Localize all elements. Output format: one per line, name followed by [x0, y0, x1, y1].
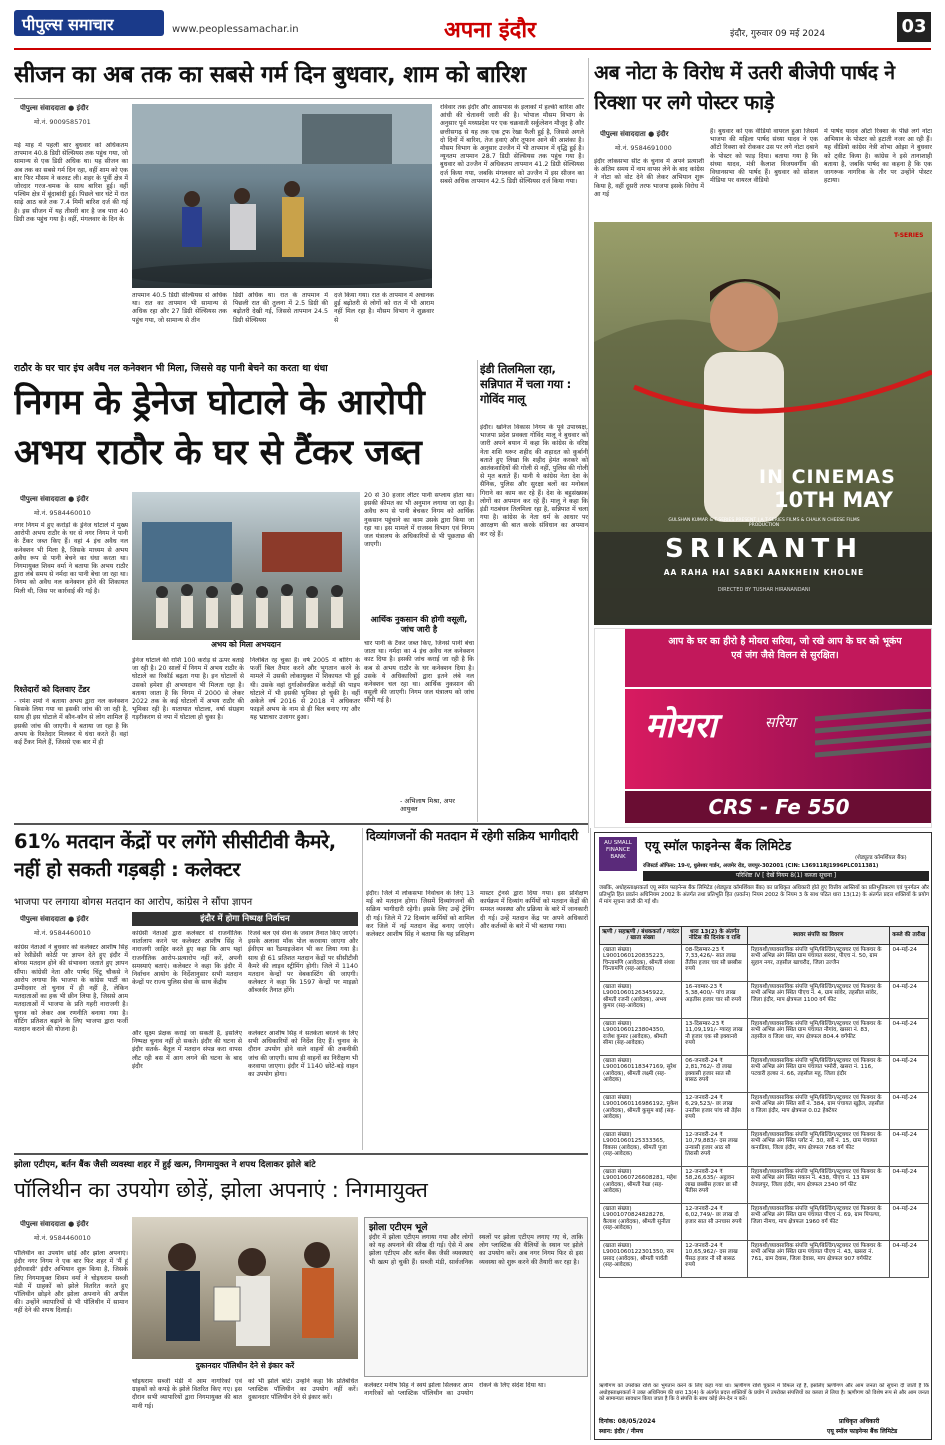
film-ad-art	[594, 222, 932, 625]
film-tagline: AA RAHA HAI SABKI AANKHEIN KHOLNE	[663, 568, 865, 577]
polythene-byline: पीपुल्स संवाददाता ● इंदौर	[20, 1220, 89, 1228]
malu-body: इंदौर। खनिज विकास निगम के पूर्व उपाध्यक्ष, भाजपा प्रदेश प्रवक्ता गोविंद मालू ने बुधवार को जारी अपने बयान में कहा कि कांग्रेस के वरिष्ठ नेता शशि थरूर शहीद की शहादत को कुर्बानी बताते हुए लिखा कि शहीद हेमंत करकरे को आतंकवादियों की गोली से नहीं, पुलिस की गोली से मृत बताते हैं। यानी ये कांग्रेस नेता देश के सैनिक, पुलिस और सुरक्षा बलों का मनोबल गिराने का काम कर रहे हैं। देश के बहुसंख्यक लोगों का अपमान कर रहे हैं। मालू ने कहा कि इंडी गठबंधन तिलमिला रहा है, सन्निपात में चला गया है। कांग्रेस के नेता धर्म के आधार पर आरक्षण की बात करके संविधान का अपमान कर रहे हैं।	[480, 424, 588, 538]
rebar-icon	[815, 709, 932, 769]
table-row: (खाता संख्या) L9001060118347169, सुरेश (आवेदक), श्रीमती लक्ष्मी (सह-आवेदक) 06-जनवरी-24 ₹ 2,81,762/- दो लाख इक्यासी हजार सात सौ बासठ रुपये रिहायशी/व्यावसायिक संपत्ति भूमि/बिल्डिंग/स्ट्रक्चर एवं फिक्चर के सभी अभिन्न अंग स्थित ग्राम पंचायत भमोरी, खसरा नं. 116, पटवारी हल्का नं. 66, तहसील महू, जिला इंदौर 04-मई-24	[600, 1055, 929, 1092]
notice-table	[599, 926, 929, 1278]
polythene-kicker: झोला एटीएम, बर्तन बैंक जैसी व्यवस्था शहर में हुई खत्म, निगमायुक्त ने शपथ दिलाकर झोले बांटे	[14, 1160, 316, 1170]
bank-name: एयू स्मॉल फाइनेन्स बैंक लिमिटेड	[645, 838, 792, 853]
table-row: (खाता संख्या) L9001060120835223, चिन्तामणि (आवेदक), श्रीमती संध्या चिन्तामणि (सह-आवेदक) 08-दिसम्बर-23 ₹ 7,33,426/- सात लाख तैंतीस हजार चार सौ छब्बीस रुपये रिहायशी/व्यावसायिक संपत्ति भूमि/बिल्डिंग/स्ट्रक्चर एवं फिक्चर के सभी अभिन्न अंग स्थित ग्राम पंचायत सरवर, पीएच नं. 50, ग्राम सुहाग नगर, तहसील खाचरौद, जिला उज्जैन 04-मई-24	[600, 944, 929, 981]
table-row: (खाता संख्या) L9001060123804350, राजेश कुमार (आवेदक), श्रीमती सीमा (सह-आवेदक) 13-दिसम्बर-23 ₹ 11,09,191/- ग्यारह लाख नौ हजार एक सौ इक्यानवे रुपये रिहायशी/व्यावसायिक संपत्ति भूमि/बिल्डिंग/स्ट्रक्चर एवं फिक्चर के सभी अभिन्न अंग स्थित ग्राम पंचायत नौगांव, खसरा नं. 83, तहसील व जिला धार, माप क्षेत्रफल 804.4 वर्गफीट 04-मई-24	[600, 1018, 929, 1055]
malu-headline: इंडी तिलमिला रहा, सन्निपात में चला गया : गोविंद मालू	[480, 362, 571, 406]
weather-col1: मई माह में पहली बार बुधवार को अधिकतम तापमान 40.8 डिग्री सेल्सियस तक पहुंच गया, जो सामान्य से एक डिग्री अधिक था। यह सीजन का अब तक का सबसे गर्म दिन रहा, वहीं शाम को एक बार फिर मौसम ने करवट ली। शहर के पूर्वी क्षेत्र में जोरदार गरज-चमक के साथ बारिश हुई। वहीं पश्चिम क्षेत्र में बूंदाबांदी हुई। पिछले चार घंटे में रात साढ़े आठ बजे तक 7.4 मिमी बारिश दर्ज की गई है। इस सीजन में यह तीसरी बार है जब पारा 40 डिग्री तक पहुंच गया है। वहीं, मंगलवार के दिन के	[14, 142, 128, 223]
film-title: SRIKANTH	[665, 534, 863, 564]
drainage-signoff: - अभिलाष मिश्रा, अपर आयुक्त	[400, 797, 455, 813]
moira-ad[interactable]	[594, 628, 932, 828]
film-director: DIRECTED BY TUSHAR HIRANANDANI	[717, 587, 811, 593]
masthead	[0, 0, 945, 52]
bank-notice	[594, 832, 932, 1440]
weather-headline: सीजन का अब तक का सबसे गर्म दिन बुधवार, शाम को बारिश	[14, 62, 526, 88]
divyang-body: इंदौर। जिले में लोकसभा निर्वाचन के लिए 13 मई को मतदान होगा। जिसमें दिव्यांगजनों की सक्रिय भागीदारी रहेगी। इसके लिए उन्हें ट्रेनिंग दी गई। जिले में 72 दिव्यांग कर्मियों को शामिल कर जिले में नई मतदान केंद्र बनाए जाएंगे। कलेक्टर आशीष सिंह ने बताया कि यह प्रशिक्षण मास्टर ट्रेनर्स द्वारा दिया गया। इस प्रशिक्षण कार्यक्रम में दिव्यांग कर्मियों को मतदान केंद्रों की समस्त व्यवस्था और प्रक्रिया के बारे में जानकारी दी गई। उन्हें मतदान केंद्र पर अपने अधिकारों और कर्तव्यों के बारे में भी बताया गया।	[366, 890, 588, 939]
notice-signatory-2: एयू स्मॉल फाइनेन्स बैंक लिमिटेड	[827, 1428, 898, 1435]
film-date: 10TH MAY	[774, 488, 893, 512]
jhola-atm-box: झोला एटीएम भूले इंदौर में झोला एटीएम लगाया गया और लोगों को यह अपनाने की सीख दी गई। ऐसे में अब झोला एटीएम और बर्तन बैंक जैसी व्यवस्थाएं भी खत्म हो चुकी हैं। सब्जी मंडी, सार्वजनिक स्थलों पर झोला एटीएम लगाए गए थे, ताकि लोग प्लास्टिक की थैलियों के स्थान पर झोले का उपयोग करें। अब नगर निगम फिर से इस व्यवस्था को शुरू करने की तैयारी कर रहा है।	[364, 1217, 588, 1377]
drainage-byline: पीपुल्स संवाददाता ● इंदौर	[20, 495, 89, 503]
cctv-col2b: और सूक्ष्म प्रेक्षक कराई जा सकती है, इसलिए निष्पक्ष चुनाव नहीं हो सकते। इंदौर की घटना से इंदौर सतर्क- बैतूल में मतदान संपन्न करा वापस लौट रही बस में आग लगने की घटना के बाद इंदौर	[132, 1030, 242, 1070]
film-credits: GULSHAN KUMAR & T-SERIES PRESENT | A T-SERIES FILMS & CHALK N CHEESE FILMS PRODUCTION	[668, 518, 860, 528]
weather-col4: रविवार तक इंदौर और आसपास के इलाकों में हल्की बारिश और आंधी की चेतावनी जारी की है। भोपाल मौसम विभाग के अनुसार पूर्व मध्यप्रदेश पर एक चक्रवाती सर्कुलेशन मौजूद है और छत्तीसगढ़ से यह तक एक ट्रफ रेखा फैली हुई है, जिससे अगले दो दिनों में बारिश, तेज हवाएं और तूफान आने की आशंका है। मौसम विभाग के अनुसार उज्जैन में भी तापमान में वृद्धि हुई है। न्यूनतम तापमान 28.7 डिग्री सेल्सियस तक पहुंच गया है। बुधवार को उज्जैन में अधिकतम तापमान 41.2 डिग्री सेल्सियस दर्ज किया गया, जबकि मंगलवार को उज्जैन में इस सीजन का सबसे अधिक तापमान 42.5 डिग्री सेल्सियस दर्ज किया गया।	[440, 104, 584, 185]
moira-brand-panel: मोयरा सरिया	[625, 689, 932, 789]
bank-appendix: परिशिष्ट IV [ देखें नियम 8(1) कब्जा सूचना ]	[643, 871, 929, 881]
drainage-subhead-1: रिश्तेदारों को दिलवाए टेंडर	[14, 685, 90, 694]
drainage-under-1: ड्रेनेज घोटाले की राशि 100 करोड़ से ऊपर बताई जा रही है। 20 सालों में निगम में अभय राठौर के घोटाले का रिकॉर्ड बढ़ता गया है। इन घोटालों से उसको हमेशा ही अभयदान भी मिलता रहा है। बताया जाता है कि निगम में 2000 से लेकर 2022 तक के कई घोटालों में अभय राठौर की भूमिका रही है। यातायात घोटाला, वर्षा संग्रहण गड़रीकरण से नपा में घोटाला हो चुका है।	[132, 657, 244, 722]
nota-mobile: मो.नं. 9584691000	[615, 144, 672, 152]
jhola-distribution-image	[132, 1217, 358, 1359]
rain-scene-image	[132, 104, 432, 288]
film-top-credit: T-SERIES	[894, 232, 924, 239]
weather-mobile: मो.नं. 9009585701	[34, 118, 91, 126]
table-row: (खाता संख्या) L9001060726608281, महेश (आवेदक), श्रीमती रेखा (सह-आवेदक) 12-जनवरी-24 ₹ 58,26,635/- अट्ठावन लाख छब्बीस हजार छः सौ पैंतीस रुपये रिहायशी/व्यावसायिक संपत्ति भूमि/बिल्डिंग/स्ट्रक्चर एवं फिक्चर के सभी अभिन्न अंग स्थित मकान नं. 438, पीएच नं. 13 ग्राम देपालपुर, जिला इंदौर, माप क्षेत्रफल 2340 वर्ग फीट 04-मई-24	[600, 1166, 929, 1203]
polythene-under-2: को भी झोले बांटे। उन्होंने कहा कि प्रतिबंधित प्लास्टिक पॉलिथीन का उपयोग नहीं करें। दुकानदार पॉलिथीन देने से इंकार करें।	[248, 1378, 358, 1402]
bank-sub: (शेड्यूल्ड कॉमर्शियल बैंक)	[855, 855, 907, 861]
divyang-headline: दिव्यांगजनों की मतदान में रहेगी सक्रिय भागीदारी	[366, 828, 578, 843]
drainage-col3: 20 से 30 हजार लीटर पानी सप्लाय होता था। इसकी कीमत का भी अनुमान लगाया जा रहा है। अवैध रूप से पानी बेचकर निगम को आर्थिक नुकसान पहुंचाने का काम उसके द्वारा किया जा रहा था। इस मामले में राजस्व विभाग एवं निगम जल यंत्रालय के अधिकारियों से भी पूछताछ की जाएगी।	[364, 492, 474, 549]
drainage-under-2: निलंबित रह चुका है। वर्ष 2005 में बोरिंग के फर्जी बिल तैयार करने और भुगतान करने के मामले में उसकी लोकायुक्त में शिकायत भी हुई थी। उसके वहां दुर्गाओवरब्रिज करोड़ों की पाइप घोटाले में भी इसकी भूमिका हो चुकी है। वहीं अकेले वर्ष 2016 से 2018 में अधिकतर फाइलें अभय के नाम से ही बिल बनाए गए और यह भ्रष्टाचार उजागर हुआ।	[250, 657, 360, 722]
weather-photo	[132, 104, 432, 288]
nota-byline: पीपुल्स संवाददाता ● इंदौर	[600, 130, 669, 138]
drainage-col1: नगर निगम में हुए करोड़ों के ड्रेनेज घोटाले में मुख्य आरोपी अभय राठौर के घर से नगर निगम ने पानी के टैंकर जब्त किए हैं। वहां 4 इंच अवैध नल कनेक्शन भी मिला है, जिसके माध्यम से अभय अवैध रूप से पानी बेचने का धंधा करता था। निगमायुक्त शिवम वर्मा ने बताया कि अभय राठौर द्वारा लंबे समय से नर्मदा का पानी बेचा जा रहा था। निगम को अवैध नल कनेक्शन होने की शिकायत मिली थी, जिस पर कार्रवाई की गई है।	[14, 522, 128, 595]
moira-grade: CRS - Fe 550	[625, 791, 932, 823]
film-ad[interactable]	[594, 222, 932, 625]
notice-col-possession: कब्जे की तारीख	[889, 927, 928, 945]
dateline: इंदौर, गुरुवार 09 मई 2024	[730, 29, 826, 39]
notice-date: दिनांक: 08/05/2024	[599, 1418, 656, 1425]
table-row: (खाता संख्या) L9001060116986192, मुकेश (आवेदक), श्रीमती कुसुम बाई (सह-आवेदक) 12-जनवरी-24 ₹ 6,29,523/- छः लाख उनतीस हजार पांच सौ तेईस रुपये रिहायशी/व्यावसायिक संपत्ति भूमि/बिल्डिंग/स्ट्रक्चर एवं फिक्चर के सभी अभिन्न अंग स्थित सर्वे नं. 384, ग्राम पंचायत खुड़ैल, तहसील व जिला इंदौर, माप क्षेत्रफल 0.02 हेक्टेयर 04-मई-24	[600, 1092, 929, 1129]
nota-col3: में पार्षद यादव ऑटो रिक्शा के पीछे लगे नोटा अभियान के पोस्टर को हटाती नजर आ रही हैं। यह वीडियो कांग्रेस नेत्री शोभा ओझा ने बुधवार को ट्वीट किया है। कांग्रेस ने इसे तानाशाही बताया है, जबकि पार्षद का कहना है कि एक जागरूक नागरिक के तौर पर उन्होंने पोस्टर हटाया।	[824, 128, 932, 185]
notice-intro: जबकि, अधोहस्ताक्षरकर्ता एयू स्मॉल फाइनेन्स बैंक लिमिटेड (शेड्यूल्ड कॉमर्शियल बैंक) का प्राधिकृत अधिकारी होते हुए वित्तीय आस्तियों का प्रतिभूतिकरण एवं पुनर्गठन और प्रतिभूति हित प्रवर्तन अधिनियम 2002 के अंतर्गत तथा प्रतिभूति हित (प्रवर्तन) नियम 2002 के नियम 3 के साथ पठित धारा 13(12) के अंतर्गत प्रदत्त शक्तियों के प्रयोग में मांग सूचना जारी की गई थी।	[599, 885, 929, 905]
notice-col-borrower: ऋणी / सहऋणी / बंधककर्ता / गारंटर / खाता संख्या	[600, 927, 682, 945]
nota-col1: इंदौर लोकसभा सीट के चुनाव में अपने प्रत्याशी के अंतिम समय में नाम वापस लेने के बाद कांग्रेस ने नोटा को वोट देने की लेकर अभियान शुरू किया है, वहीं दूसरी तरफ भाजपा इसके विरोध में आ गई	[594, 158, 704, 198]
masthead-logo: पीपुल्स समाचार	[14, 10, 164, 36]
notice-signatory: प्राधिकृत अधिकारी	[839, 1418, 880, 1425]
tanker-scene-image	[132, 492, 360, 640]
cctv-subhead: भाजपा पर लगाया बोगस मतदान का आरोप, कांग्रेस ने सौंपा ज्ञापन	[14, 897, 253, 908]
polythene-caption: दुकानदार पॉलिथीन देने से इंकार करें	[132, 1361, 358, 1374]
nota-col2: है। बुधवार को एक वीडियो वायरल हुआ जिसमें भाजपा की महिला पार्षद संध्या यादव ने एक ऑटो रिक्शा को रोककर उस पर लगे नोटा दबाने के पोस्टर को फाड़ दिया। बताया गया है कि संध्या यादव, मंत्री कैलाश विजयवर्गीय की विधानसभा की पार्षद हैं। बुधवार को सोशल मीडिया पर वायरल वीडियो	[710, 128, 818, 185]
cctv-box-title: इंदौर में होगा निष्पक्ष निर्वाचन	[132, 912, 358, 926]
cctv-col3: रिजर्व बल एवं सेना के जवान तैनात किए जाएंगे। इसके अलावा मॉक पोल करवाया जाएगा और ईवीएम का रैंडमाइजेशन भी कर लिया गया है। साथ ही 61 प्रतिशत मतदान केंद्रों पर सीसीटीवी कैमरे की लाइव स्ट्रीमिंग होगी। जिले में 1140 मतदान केन्द्रों पर वेबकास्टिंग की जाएगी। कलेक्टर ने कहा कि 1597 केन्द्रों पर माइक्रो ऑब्जर्वर तैनात होंगे।	[248, 930, 358, 995]
table-row: (खाता संख्या) L9001060126345922, श्रीमती रजनी (आवेदक), अभय कुमार (सह-आवेदक) 16-नवम्बर-23 ₹ 5,38,400/- पांच लाख अड़तीस हजार चार सौ रुपये रिहायशी/व्यावसायिक संपत्ति भूमि/बिल्डिंग/स्ट्रक्चर एवं फिक्चर के सभी अभिन्न अंग स्थित पीएच नं. 4, ग्राम सांवेर, तहसील सांवेर, जिला इंदौर, माप क्षेत्रफल 1100 वर्ग फीट 04-मई-24	[600, 981, 929, 1018]
page-number: 03	[897, 12, 931, 42]
nota-headline: अब नोटा के विरोध में उतरी बीजेपी पार्षद ने रिक्शा पर लगे पोस्टर फाड़े	[594, 61, 895, 114]
polythene-mobile: मो.नं. 9584460010	[34, 1234, 91, 1242]
drainage-mobile: मो.नं. 9584460010	[34, 509, 91, 517]
drainage-headline: निगम के ड्रेनेज घोटाले के आरोपी अभय राठौर के घर से टैंकर जब्त	[14, 383, 425, 473]
drainage-col3b: चार पानी के टैंकर जब्त किए, जिनसे पानी बेचा जाता था। नर्मदा का 4 इंच अवैध नल कनेक्शन काट दिया है। इसकी जांच कराई जा रही है कि कब से अभय राठौर के घर कनेक्शन दिया है। उसके ये अधिकारियों द्वारा इतने लंबे नल कनेक्शन चल रहा था। आर्थिक नुकसान की वसूली की जाएगी। निगम जल यंत्रालय को जांच सौंपी गई है।	[364, 640, 474, 705]
bank-address: रजिस्टर्ड ऑफिस: 19-ए, धुलेश्वर गार्डन, अजमेर रोड, जयपुर-302001 (CIN: L36911RJ1996PLC011381)	[643, 863, 879, 869]
drainage-col1b: - रमेश शर्मा ने बताया अभय द्वारा नल कनेक्शन किसके लिया गया था इसकी जांच की जा रही है, साथ ही इस घोटाले में कौन-कौन से लोग शामिल हैं इसकी जांच की जाएगी। ये बताया जा रहा है कि अभय के रिश्तेदार मिलकर ये धंधा करते हैं। वहां कई टैंकर मिले हैं, जिससे एक बार में ही	[14, 698, 128, 747]
polythene-col1: पॉलिथीन का उपयोग छोड़ें और झोला अपनाएं। इंदौर नगर निगम ने एक बार फिर शहर में 'मैं हूं इंदौरवासी' इंदौर अभियान शुरू किया है, जिसके लिए निगमायुक्त शिवम वर्मा ने चोइथराम सब्जी मंडी में ग्राहकों को झोले वितरित करते हुए पॉलिथीन छोड़ने और झोला अपनाने की अपील की। उन्होंने व्यापारियों से भी पॉलिथीन में सामान नहीं देने की शपथ दिलाई।	[14, 1250, 128, 1315]
table-row: (खाता संख्या) L9001060122301350, राम प्रसाद (आवेदक), श्रीमती पार्वती (सह-आवेदक) 12-जनवरी-24 ₹ 10,65,962/- दस लाख पैंसठ हजार नौ सौ बासठ रुपये रिहायशी/व्यावसायिक संपत्ति भूमि/बिल्डिंग/स्ट्रक्चर एवं फिक्चर के सभी अभिन्न अंग स्थित ग्राम पंचायत पीएच नं. 43, खसरा नं. 761, ग्राम देवास, जिला देवास, माप क्षेत्रफल 907 वर्गफीट 04-मई-24	[600, 1240, 929, 1277]
section-title: अपना इंदौर	[443, 18, 537, 43]
notice-col-demand: धारा 13(2) के अंतर्गत नोटिस की दिनांक व राशि	[682, 927, 748, 945]
au-bank-logo: AU SMALL FINANCE BANK	[599, 837, 637, 871]
table-row: (खाता संख्या) L9001070824828278, कैलाश (आवेदक), श्रीमती सुनीता (सह-आवेदक) 12-जनवरी-24 ₹ 6,02,749/- छः लाख दो हजार सात सौ उनचास रुपये रिहायशी/व्यावसायिक संपत्ति भूमि/बिल्डिंग/स्ट्रक्चर एवं फिक्चर के सभी अभिन्न अंग स्थित ग्राम पंचायत पीएच नं. 69, ग्राम पिपल्या, जिला नीमच, माप क्षेत्रफल 1960 वर्ग फीट 04-मई-24	[600, 1203, 929, 1240]
cctv-col1: कांग्रेस नेताओं ने बुधवार को कलेक्टर आशीष सिंह को रेसीडेंसी कोठी पर ज्ञापन देते हुए इंदौर में बोगस मतदान होने की संभावना जताते हुए ज्ञापन सौंपा। कांग्रेसी नेता और पार्षद चिंटू चौकसे ने आरोप लगाया कि भाजपा के कांग्रेस पार्टी का उम्मीदवार तो चुनाव में ही नहीं है, लेकिन मतदाताओं का हक भी छीन लिया है, जिससे आम मतदाताओं में भाजपा के प्रति गहरी नाराजगी है। चुनाव को लेकर अब रणनीति बनाया गया है। वोटिंग प्रतिशत बढ़ाने के लिए भाजपा द्वारा फर्जी मतदान कराने की योजना है।	[14, 944, 128, 1034]
cctv-headline: 61% मतदान केंद्रों पर लगेंगे सीसीटीवी कैमरे, नहीं हो सकती गड़बड़ी : कलेक्टर	[14, 830, 336, 881]
cctv-mobile: मो.नं. 9584460010	[34, 929, 91, 937]
weather-byline: पीपुल्स संवाददाता ● इंदौर	[20, 104, 89, 112]
polythene-under-3: कलेक्टर मनीष सिंह ने स्वयं झोला सिलकर आम नागरिकों को प्लास्टिक पॉलिथीन का उपयोग रोकने के लिए संदेश दिया था।	[364, 1382, 546, 1398]
drainage-subhead-2: आर्थिक नुकसान की होगी वसूली, जांच जारी है	[370, 615, 468, 634]
weather-under-3: दर्ज किया गया। रात के तापमान में अचानक हुई बढ़ोतरी से लोगों को रात में भी आराम नहीं मिल रहा है। मौसम विभाग ने शुक्रवार से	[334, 292, 434, 324]
drainage-photo	[132, 492, 360, 640]
notice-place: स्थान: इंदौर / नीमच	[599, 1428, 644, 1435]
polythene-under-1: चोइथराम सब्जी मंडी में आम नागरिकों एवं ग्राहकों को कपड़े के झोले वितरित किए गए। इस दौरान सभी व्यापारियों द्वारा निगमायुक्त की बात मानी गई।	[132, 1378, 242, 1410]
cctv-byline: पीपुल्स संवाददाता ● इंदौर	[20, 915, 89, 923]
cctv-col2: कांग्रेसी नेताओं द्वारा कलेक्टर से राजनीतिक वार्तालाप करने पर कलेक्टर आशीष सिंह ने नाराजगी जाहिर करते हुए कहा कि आप यहां राजनीतिक आरोप-प्रत्यारोप नहीं करें, अपनी समस्याएं बताएं। कलेक्टर ने कहा कि इंदौर में निर्वाचन आयोग के निर्देशानुसार सभी मतदान केन्द्रों पर राज्य पुलिस सेवा के साथ केंद्रीय	[132, 930, 242, 987]
polythene-headline: पॉलिथीन का उपयोग छोड़ें, झोला अपनाएं : निगमायुक्त	[14, 1178, 428, 1202]
table-row: (खाता संख्या) L9001060125333365, विकास (आवेदक), श्रीमती पूजा (सह-आवेदक) 12-जनवरी-24 ₹ 10,79,883/- दस लाख उन्यासी हजार आठ सौ तिरासी रुपये रिहायशी/व्यावसायिक संपत्ति भूमि/बिल्डिंग/स्ट्रक्चर एवं फिक्चर के सभी अभिन्न अंग स्थित प्लॉट नं. 30, सर्वे नं. 15, ग्राम पंचायत कनाडिया, जिला इंदौर, माप क्षेत्रफल 768 वर्ग फीट 04-मई-24	[600, 1129, 929, 1166]
moira-banner: आप के घर का हीरो है मोयरा सरिया, जो रखे आप के घर को भूकंप एवं जंग जैसे विलन से सुरक्षित।	[625, 629, 932, 687]
drainage-caption: अभय को मिला अभयदान	[132, 640, 360, 653]
weather-under-1: तापमान 40.5 डिग्री सेल्सियस से अधिक था। रात का तापमान भी सामान्य से अधिक रहा और 27 डिग्री सेल्सियस तक पहुंच गया, जो सामान्य से तीन	[132, 292, 227, 324]
film-cinemas: IN CINEMAS	[759, 466, 896, 488]
notice-col-property: स्थावर संपत्ति का विवरण	[748, 927, 889, 945]
drainage-kicker: राठौर के घर चार इंच अवैध नल कनेक्शन भी मिला, जिससे वह पानी बेचने का करता था धंधा	[14, 361, 474, 377]
polythene-photo	[132, 1217, 358, 1359]
cctv-col3b: कलेक्टर आशीष सिंह ने सतर्कता बरतने के लिए सभी अधिकारियों को निर्देश दिए हैं। चुनाव के दौरान उपयोग होने वाले वाहनों की तकनीकी जांच की जाएगी। साथ ही वाहनों का निरीक्षण भी करवाया जाएगा। इंदौर में 1140 छोटे-बड़े वाहन का उपयोग होगा।	[248, 1030, 358, 1079]
weather-under-2: डिग्री अधिक था। रात के तापमान में पिछली रात की तुलना में 2.5 डिग्री की बढ़ोतरी देखी गई, जिससे तापमान 24.5 डिग्री सेल्सियस	[233, 292, 328, 324]
masthead-website[interactable]: www.peoplessamachar.in	[172, 24, 299, 35]
notice-footer: ऋणीगण को उपरोक्त राशि का भुगतान करने के लिए कहा गया था। ऋणीगण राशि चुकाने में विफल रहे हैं, इसलिए ऋणीगण और आम जनता को सूचना दी जाती है कि अधोहस्ताक्षरकर्ता ने उक्त अधिनियम की धारा 13(4) के अंतर्गत प्रदत्त शक्तियों के प्रयोग में उपरोक्त संपत्तियों का कब्जा ले लिया है। ऋणीगण को विशेष रूप से और आम जनता को सामान्यतः सावधान किया जाता है कि वे संपत्ति के साथ कोई लेन-देन न करें।	[599, 1383, 929, 1403]
